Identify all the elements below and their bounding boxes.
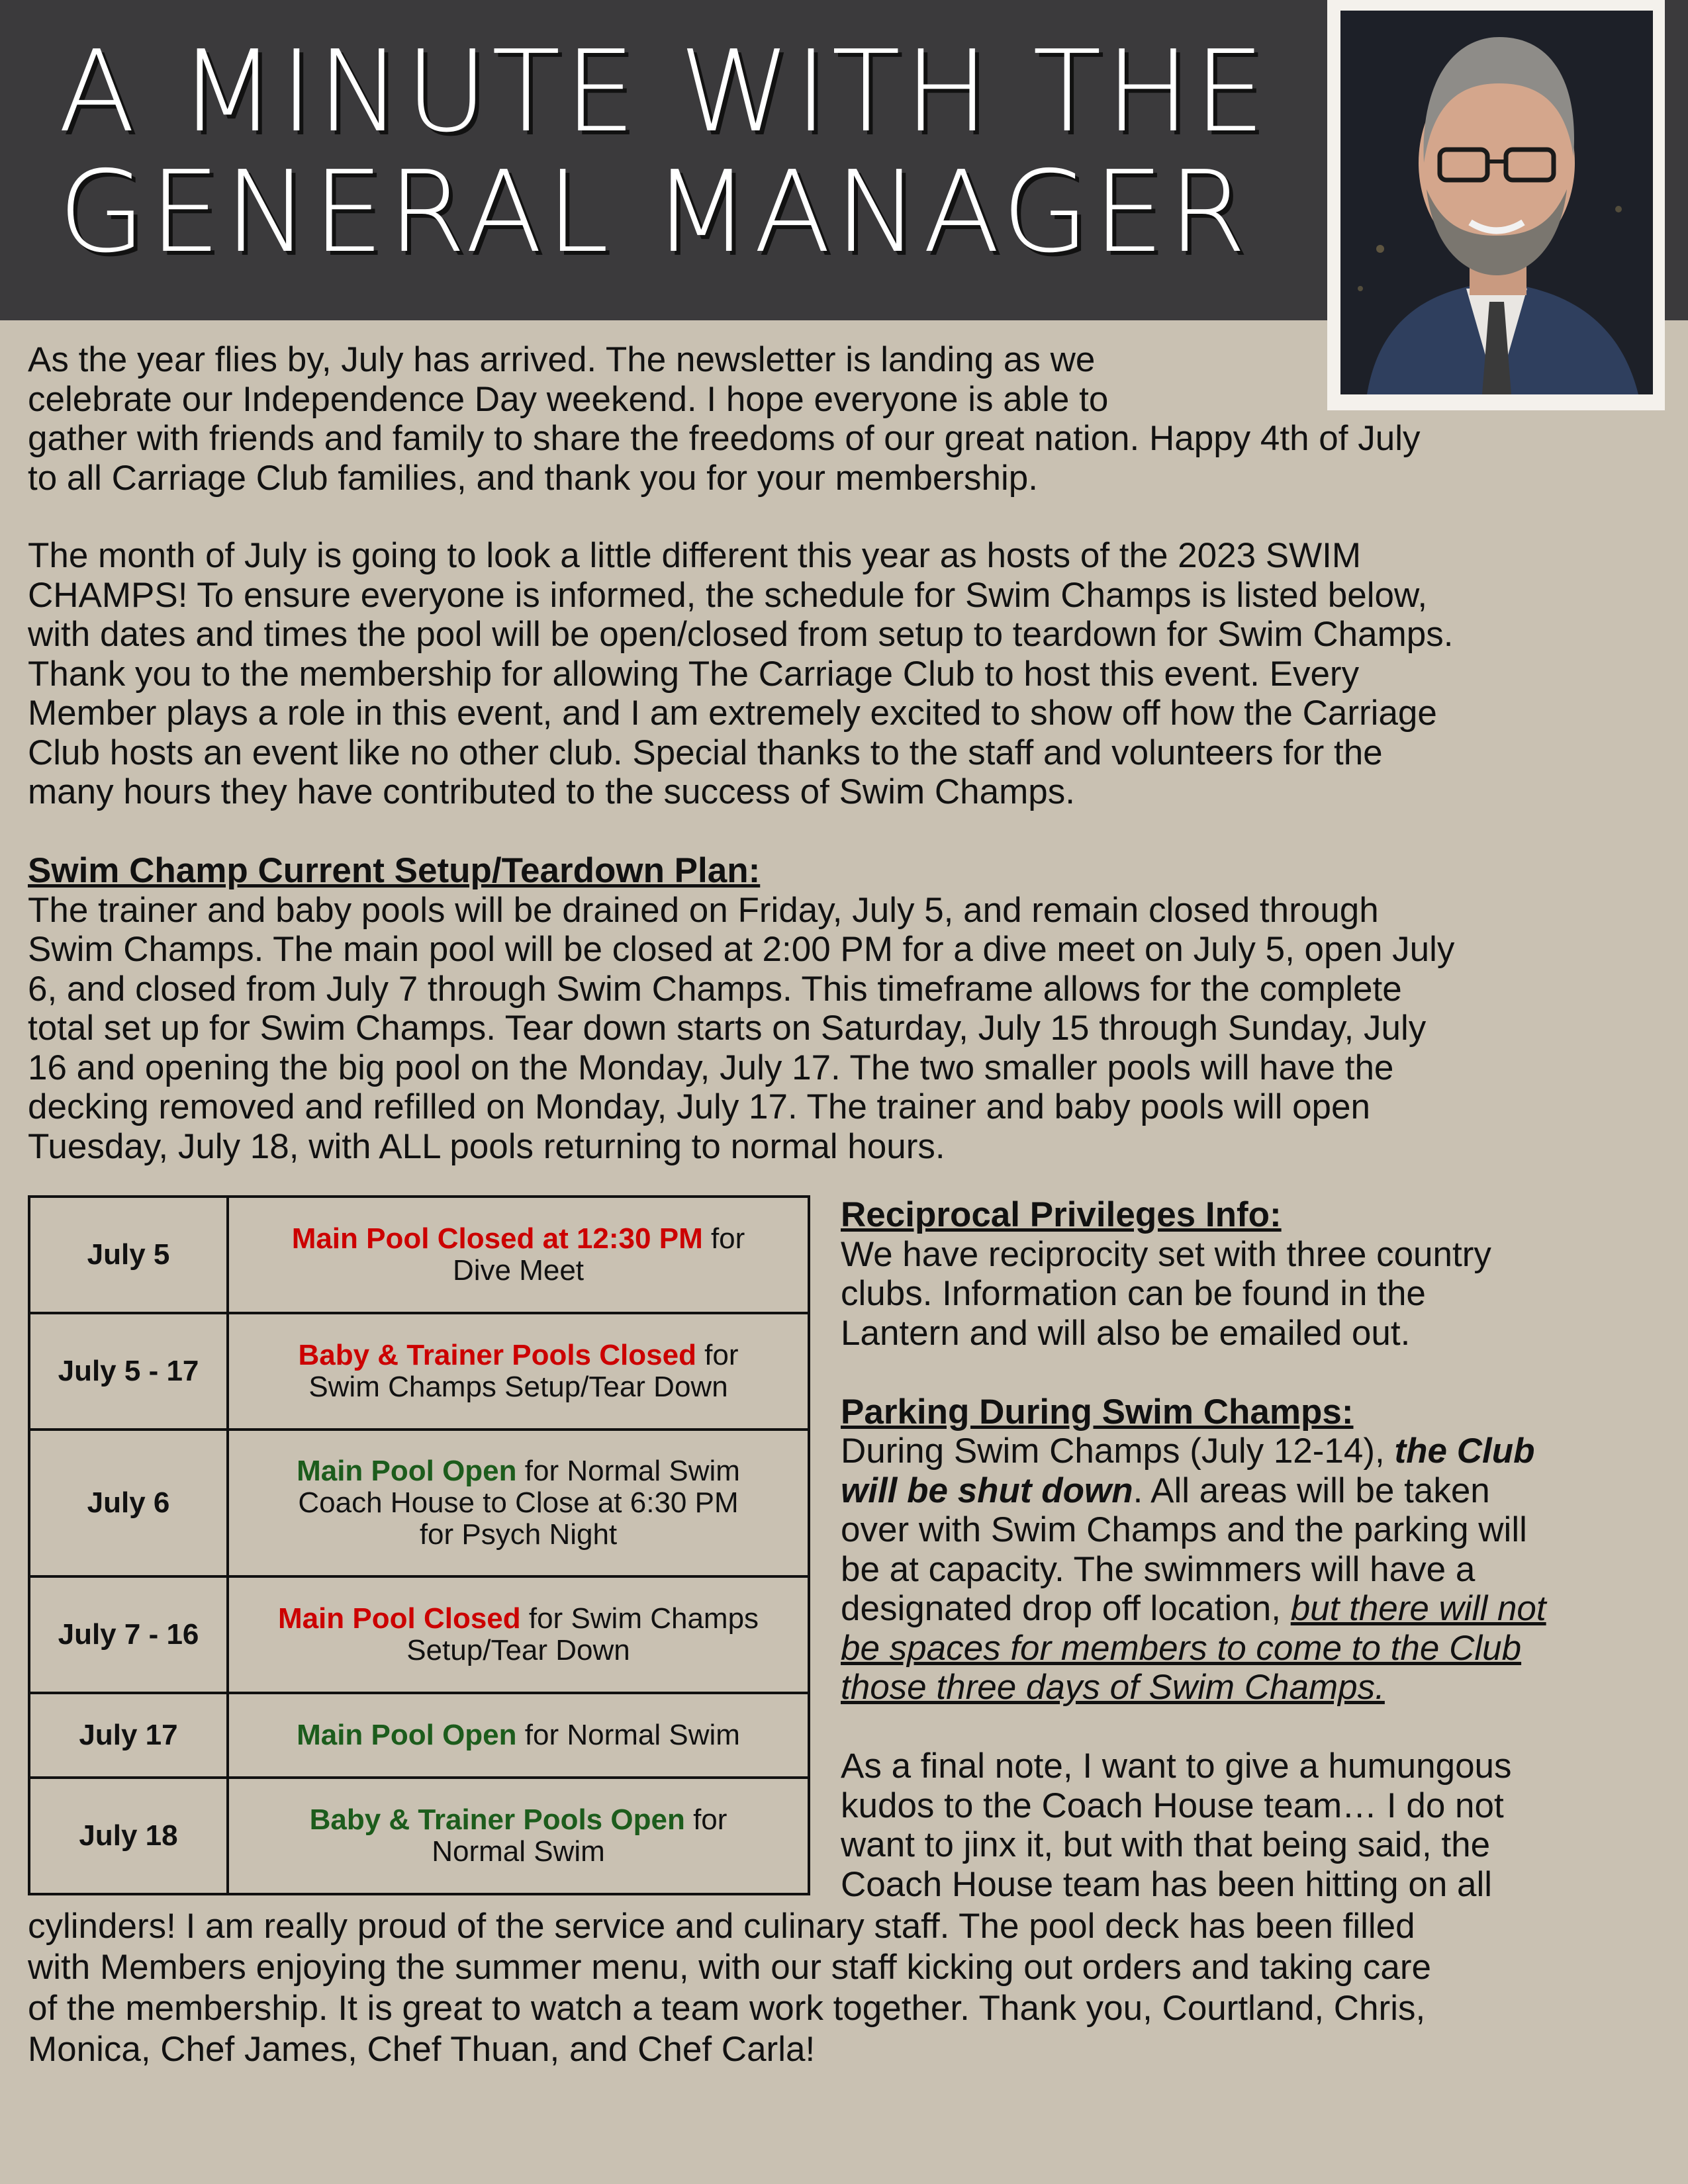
schedule-text: for bbox=[696, 1339, 739, 1371]
schedule-highlight: Baby & Trainer Pools Closed bbox=[298, 1339, 696, 1371]
parking-line bbox=[841, 1589, 1675, 1629]
final-note-line: want to jinx it, but with that being said, the bbox=[841, 1825, 1491, 1864]
intro-paragraph bbox=[28, 340, 1669, 498]
schedule-highlight: Main Pool Open bbox=[297, 1719, 517, 1751]
pool-schedule-table bbox=[28, 1195, 810, 1895]
schedule-detail bbox=[228, 1430, 809, 1576]
spacer bbox=[841, 1353, 1675, 1392]
setup-plan-line: The trainer and baby pools will be drained on Friday, July 5, and remain closed through bbox=[28, 890, 1379, 930]
table-row bbox=[29, 1197, 809, 1313]
schedule-detail bbox=[228, 1693, 809, 1778]
table-row bbox=[29, 1313, 809, 1430]
schedule-text: for Psych Night bbox=[419, 1518, 618, 1551]
parking-emphasis: the Club bbox=[1394, 1432, 1535, 1471]
swim-champs-line: many hours they have contributed to the success of Swim Champs. bbox=[28, 772, 1075, 811]
schedule-highlight: Main Pool Closed at 12:30 PM bbox=[291, 1222, 703, 1255]
schedule-text: for Normal Swim bbox=[516, 1455, 740, 1487]
title-line-2: GENERAL MANAGER bbox=[58, 147, 1250, 278]
setup-plan-line: total set up for Swim Champs. Tear down starts on Saturday, July 15 through Sunday, July bbox=[28, 1009, 1427, 1048]
spacer bbox=[841, 1707, 1675, 1747]
intro-line: celebrate our Independence Day weekend. I hope everyone is able to bbox=[28, 379, 1109, 419]
setup-plan-section bbox=[28, 851, 1669, 1166]
swim-champs-line: CHAMPS! To ensure everyone is informed, the schedule for Swim Champs is listed below, bbox=[28, 575, 1428, 615]
reciprocal-line: We have reciprocity set with three country bbox=[841, 1234, 1491, 1274]
swim-champs-line: Club hosts an event like no other club. Special thanks to the staff and volunteers for the bbox=[28, 733, 1383, 772]
intro-line: gather with friends and family to share the freedoms of our great nation. Happy 4th of July bbox=[28, 419, 1421, 458]
intro-line: As the year flies by, July has arrived. The newsletter is landing as we bbox=[28, 340, 1096, 379]
page-title bbox=[58, 26, 1316, 278]
schedule-highlight: Baby & Trainer Pools Open bbox=[309, 1803, 685, 1836]
final-note-paragraph bbox=[28, 1906, 1669, 2070]
schedule-highlight: Main Pool Open bbox=[297, 1455, 517, 1487]
schedule-text: for bbox=[702, 1222, 745, 1255]
table-row bbox=[29, 1430, 809, 1576]
schedule-date: July 6 bbox=[29, 1430, 228, 1576]
final-note-line: Coach House team has been hitting on all bbox=[841, 1864, 1493, 1904]
table-row bbox=[29, 1693, 809, 1778]
parking-underlined: those three days of Swim Champs. bbox=[841, 1668, 1385, 1707]
final-note-line: cylinders! I am really proud of the service and culinary staff. The pool deck has been filled bbox=[28, 1907, 1415, 1946]
final-note-line: with Members enjoying the summer menu, with our staff kicking out orders and taking care bbox=[28, 1948, 1431, 1987]
setup-plan-line: Tuesday, July 18, with ALL pools returning to normal hours. bbox=[28, 1126, 945, 1166]
setup-plan-line: decking removed and refilled on Monday, July 17. The trainer and baby pools will open bbox=[28, 1087, 1370, 1126]
final-note-line: kudos to the Coach House team… I do not bbox=[841, 1786, 1504, 1825]
parking-line bbox=[841, 1471, 1675, 1511]
parking-text: During Swim Champs (July 12-14), bbox=[841, 1432, 1395, 1471]
manager-portrait-illustration bbox=[1340, 11, 1653, 394]
schedule-detail bbox=[228, 1197, 809, 1313]
parking-line: be at capacity. The swimmers will have a bbox=[841, 1549, 1476, 1589]
schedule-detail bbox=[228, 1576, 809, 1693]
right-column bbox=[841, 1195, 1675, 1904]
reciprocal-line: clubs. Information can be found in the bbox=[841, 1274, 1426, 1313]
schedule-text: Normal Swim bbox=[432, 1835, 605, 1868]
schedule-highlight: Main Pool Closed bbox=[277, 1602, 521, 1635]
setup-plan-line: Swim Champs. The main pool will be closed at 2:00 PM for a dive meet on July 5, open July bbox=[28, 930, 1455, 969]
swim-champs-line: with dates and times the pool will be open/closed from setup to teardown for Swim Champs. bbox=[28, 615, 1454, 654]
table-row bbox=[29, 1576, 809, 1693]
parking-underlined: be spaces for members to come to the Club bbox=[841, 1628, 1522, 1668]
schedule-text: Coach House to Close at 6:30 PM bbox=[298, 1486, 739, 1519]
schedule-detail bbox=[228, 1313, 809, 1430]
manager-photo bbox=[1340, 11, 1653, 394]
parking-text: . All areas will be taken bbox=[1133, 1471, 1490, 1510]
schedule-text: for Normal Swim bbox=[516, 1719, 740, 1751]
schedule-text: Setup/Tear Down bbox=[406, 1634, 630, 1666]
table-row bbox=[29, 1778, 809, 1894]
parking-text: designated drop off location, bbox=[841, 1589, 1291, 1628]
final-note-line: As a final note, I want to give a humungous bbox=[841, 1747, 1512, 1786]
parking-underlined: but there will not bbox=[1290, 1589, 1546, 1628]
schedule-detail bbox=[228, 1778, 809, 1894]
final-note-line: Monica, Chef James, Chef Thuan, and Chef Carla! bbox=[28, 2030, 816, 2069]
swim-champs-line: Thank you to the membership for allowing The Carriage Club to host this event. Every bbox=[28, 654, 1360, 694]
parking-emphasis: will be shut down bbox=[841, 1471, 1133, 1510]
schedule-text: Dive Meet bbox=[452, 1254, 585, 1287]
schedule-date: July 5 bbox=[29, 1197, 228, 1313]
parking-heading: Parking During Swim Champs: bbox=[841, 1392, 1354, 1432]
title-line-1: A MINUTE WITH THE bbox=[58, 26, 1270, 158]
reciprocal-heading: Reciprocal Privileges Info: bbox=[841, 1195, 1282, 1234]
schedule-text: for bbox=[684, 1803, 727, 1836]
parking-line: over with Swim Champs and the parking will bbox=[841, 1510, 1527, 1549]
parking-line bbox=[841, 1432, 1675, 1471]
reciprocal-line: Lantern and will also be emailed out. bbox=[841, 1313, 1411, 1353]
setup-plan-line: 16 and opening the big pool on the Monday, July 17. The two smaller pools will have the bbox=[28, 1048, 1394, 1087]
schedule-date: July 18 bbox=[29, 1778, 228, 1894]
swim-champs-paragraph bbox=[28, 536, 1669, 812]
schedule-text: for Swim Champs bbox=[520, 1602, 759, 1635]
schedule-date: July 5 - 17 bbox=[29, 1313, 228, 1430]
swim-champs-line: Member plays a role in this event, and I am extremely excited to show off how the Carriage bbox=[28, 694, 1437, 733]
swim-champs-line: The month of July is going to look a little different this year as hosts of the 2023 SWIM bbox=[28, 536, 1362, 575]
final-note-line: of the membership. It is great to watch a team work together. Thank you, Courtland, Chris, bbox=[28, 1989, 1426, 2028]
schedule-text: Swim Champs Setup/Tear Down bbox=[308, 1371, 728, 1403]
setup-plan-heading: Swim Champ Current Setup/Teardown Plan: bbox=[28, 851, 761, 890]
intro-line: to all Carriage Club families, and thank you for your membership. bbox=[28, 458, 1038, 498]
setup-plan-line: 6, and closed from July 7 through Swim Champs. This timeframe allows for the complete bbox=[28, 969, 1402, 1009]
schedule-date: July 7 - 16 bbox=[29, 1576, 228, 1693]
schedule-date: July 17 bbox=[29, 1693, 228, 1778]
